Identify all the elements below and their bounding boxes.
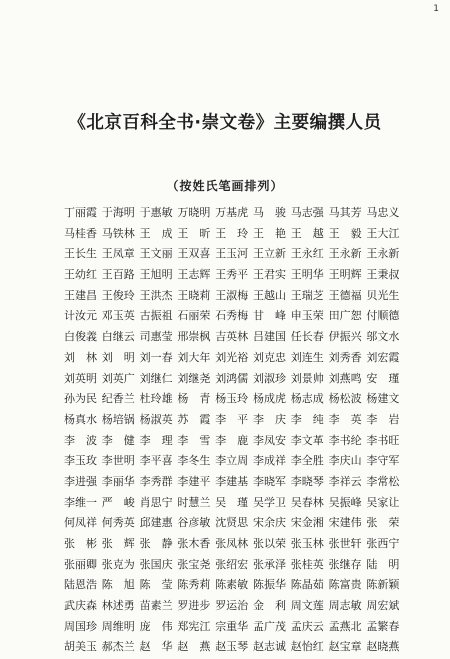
name-entry: 于海明 [101, 206, 135, 219]
name-entry: 张承泽 [252, 557, 286, 571]
name-entry: 刘英明 [64, 371, 97, 385]
name-entry: 吕建国 [252, 330, 286, 344]
name-entry: 白继云 [101, 330, 135, 344]
name-entry: 王秀平 [215, 268, 249, 282]
name-entry: 杨真水 [64, 412, 97, 426]
name-entry: 司惠莹 [139, 330, 173, 344]
page-number: 1 [433, 4, 440, 14]
name-entry: 陈素敏 [215, 578, 249, 592]
name-entry: 张 荣 [366, 516, 400, 530]
name-entry: 王长生 [64, 247, 97, 261]
name-entry: 李 雪 [177, 433, 211, 447]
name-entry: 罗运治 [215, 599, 249, 613]
name-entry: 陈晶茹 [290, 578, 324, 592]
name-entry: 陈富贵 [328, 578, 362, 592]
name-entry: 胡美玉 [64, 640, 97, 654]
name-entry: 李书旺 [366, 433, 400, 447]
name-entry: 张世轩 [328, 537, 362, 550]
name-entry: 刘宏霞 [366, 350, 400, 364]
name-entry: 张国庆 [139, 557, 173, 571]
name-entry: 陈振华 [252, 578, 286, 592]
name-entry: 古振祖 [139, 309, 173, 323]
name-entry: 李 健 [101, 433, 135, 447]
name-entry: 李 庆 [252, 412, 286, 426]
name-entry: 王德福 [328, 288, 362, 302]
name-entry: 孟繁春 [366, 619, 400, 633]
name-entry: 严 峻 [101, 495, 135, 509]
name-entry: 李全胜 [290, 454, 324, 468]
name-entry: 王明华 [290, 268, 324, 282]
name-entry: 王永红 [290, 247, 324, 261]
name-entry: 沈贤思 [215, 516, 249, 530]
name-entry: 马志强 [290, 206, 324, 219]
name-entry: 李丽华 [101, 474, 135, 488]
name-entry: 刘继尧 [177, 371, 211, 385]
name-entry: 陈秀莉 [177, 578, 211, 592]
name-entry: 申玉荣 [290, 309, 324, 323]
name-entry: 吴 瑾 [215, 495, 249, 509]
name-entry: 马忠义 [366, 206, 400, 219]
name-entry: 陈 莹 [139, 578, 173, 592]
name-entry: 孟广茂 [252, 619, 286, 633]
name-entry: 周文莲 [290, 599, 324, 613]
name-entry: 周维明 [101, 619, 135, 633]
name-entry: 孟庆云 [290, 619, 324, 633]
name-entry: 李晓军 [252, 474, 286, 488]
name-entry: 张玉林 [290, 537, 324, 550]
name-entry: 宋余庆 [252, 516, 286, 530]
name-entry: 刘继仁 [139, 371, 173, 385]
name-entry: 赵宝章 [328, 640, 362, 654]
name-entry: 马铁林 [101, 226, 135, 240]
name-entry: 吴振峰 [328, 495, 362, 509]
name-entry: 孙为民 [64, 392, 97, 406]
name-entry: 李 鹿 [215, 433, 249, 447]
name-entry: 王文丽 [139, 247, 173, 261]
name-entry: 贝光生 [366, 288, 400, 302]
name-entry: 陈 旭 [101, 578, 135, 592]
name-entry: 王幼红 [64, 268, 97, 282]
name-entry: 李 平 [215, 412, 249, 426]
name-entry: 王君实 [252, 268, 286, 282]
name-entry: 刘淑珍 [252, 371, 286, 385]
name-entry: 王永新 [366, 247, 400, 261]
name-entry: 邬文水 [366, 330, 400, 344]
name-entry: 任长春 [290, 330, 324, 344]
name-entry: 李 英 [328, 412, 362, 426]
name-entry: 李守军 [366, 454, 400, 468]
name-entry: 陆恩浩 [64, 578, 97, 592]
name-entry: 丁丽霞 [64, 206, 97, 219]
name-entry: 王俊玲 [101, 288, 135, 302]
name-entry: 王 毅 [328, 226, 362, 240]
name-entry: 杨 青 [177, 392, 211, 406]
name-entry: 石丽荣 [177, 309, 211, 323]
name-entry: 吴学卫 [252, 495, 286, 509]
name-entry: 张丽卿 [64, 557, 97, 571]
name-entry: 时慧兰 [177, 495, 211, 509]
name-entry: 邢崇枫 [177, 330, 211, 344]
name-entry: 李进强 [64, 474, 97, 488]
name-entry: 刘鸿儒 [215, 371, 249, 385]
name-entry: 苗素兰 [139, 599, 173, 613]
name-entry: 杨志成 [290, 392, 324, 406]
name-entry: 王凤章 [101, 247, 135, 261]
name-entry: 谷彦敏 [177, 516, 211, 530]
name-entry: 安 瑾 [366, 371, 400, 385]
name-entry: 王志辉 [177, 268, 211, 282]
name-entry: 李祥云 [328, 474, 362, 488]
name-entry: 王瑞芝 [290, 288, 324, 302]
name-entry: 王 玲 [215, 226, 249, 240]
name-entry: 邓玉英 [101, 309, 135, 323]
name-entry: 赵怡红 [290, 640, 324, 654]
name-entry: 陆 明 [366, 557, 400, 571]
name-entry: 张绍宏 [215, 557, 249, 571]
name-entry: 王百路 [101, 268, 135, 282]
name-entry: 于惠敏 [139, 206, 173, 219]
name-entry: 甘 峰 [252, 309, 286, 323]
name-entry: 杨成虎 [252, 392, 286, 406]
name-entry: 王 昕 [177, 226, 211, 240]
name-entry: 周宏斌 [366, 599, 400, 613]
name-entry: 张宝尧 [177, 557, 211, 571]
name-entry: 杨玉玲 [215, 392, 249, 406]
name-entry: 武庆森 [64, 599, 97, 613]
name-entry: 吴家让 [366, 495, 400, 509]
name-entry: 王 艳 [252, 226, 286, 240]
name-entry: 白俊義 [64, 330, 97, 344]
name-entry: 张凤林 [215, 537, 249, 550]
name-entry: 刘大年 [177, 350, 211, 364]
name-entry: 赵志诚 [252, 640, 286, 654]
name-entry: 万基虎 [215, 206, 249, 219]
sort-note: （按姓氏笔画排列） [166, 179, 284, 193]
name-entry: 刘光裕 [215, 350, 249, 364]
name-entry: 张克为 [101, 557, 135, 571]
name-entry: 邱建惠 [139, 516, 173, 530]
name-entry: 李建基 [215, 474, 249, 488]
names-list [64, 203, 404, 658]
name-entry: 马桂香 [64, 226, 97, 240]
name-entry: 何凤祥 [64, 516, 97, 530]
name-entry: 赵玉琴 [215, 640, 249, 654]
name-entry: 李 理 [139, 433, 173, 447]
name-entry: 纪香兰 [101, 392, 135, 406]
name-entry: 计汝元 [64, 309, 97, 323]
name-entry: 伊振兴 [328, 330, 362, 344]
name-entry: 王秉叔 [366, 268, 400, 282]
name-entry: 马 骏 [252, 206, 286, 219]
name-entry: 李晓琴 [290, 474, 324, 488]
name-entry: 周志敏 [328, 599, 362, 613]
name-entry: 王 成 [139, 226, 173, 240]
name-entry: 孟燕北 [328, 619, 362, 633]
name-entry: 刘英广 [101, 371, 135, 385]
name-entry: 付顺德 [366, 309, 400, 323]
name-entry: 李 纯 [290, 412, 324, 426]
name-entry: 宋建伟 [328, 516, 362, 530]
name-entry: 赵 华 [139, 640, 173, 654]
name-entry: 林述勇 [101, 599, 135, 613]
name-entry: 李秀群 [139, 474, 173, 488]
name-entry: 王永新 [328, 247, 362, 261]
name-entry: 李凤安 [252, 433, 286, 447]
name-entry: 刘连生 [290, 350, 324, 364]
name-entry: 张西宁 [366, 537, 400, 550]
name-entry: 张继存 [328, 557, 362, 571]
name-entry: 庞 伟 [139, 619, 173, 633]
name-entry: 宋金湘 [290, 516, 324, 530]
name-entry: 肖思宁 [139, 495, 173, 509]
name-entry: 李维一 [64, 495, 97, 509]
name-entry: 张以荣 [252, 537, 286, 550]
name-entry: 万晓明 [177, 206, 211, 219]
name-entry: 李书纶 [328, 433, 362, 447]
name-entry: 杨培锅 [101, 412, 135, 426]
name-entry: 何秀英 [101, 516, 135, 530]
name-entry: 张 静 [139, 537, 173, 550]
name-entry: 李 波 [64, 433, 97, 447]
name-entry: 李玉玫 [64, 454, 97, 468]
name-entry: 王旭明 [139, 268, 173, 282]
name-entry: 刘一春 [139, 350, 173, 364]
name-entry: 刘 明 [101, 350, 135, 364]
name-entry: 金 利 [252, 599, 286, 613]
name-entry: 郑宪江 [177, 619, 211, 633]
name-entry: 王双喜 [177, 247, 211, 261]
name-entry: 杨淑英 [139, 412, 173, 426]
name-entry: 刘景帅 [290, 371, 324, 385]
name-entry: 李平喜 [139, 454, 173, 468]
name-entry: 王洪杰 [139, 288, 173, 302]
name-entry: 杜玲雄 [139, 392, 173, 406]
name-entry: 刘 林 [64, 350, 97, 364]
name-entry: 罗进步 [177, 599, 211, 613]
name-entry: 郝杰兰 [101, 640, 135, 654]
name-entry: 李冬生 [177, 454, 211, 468]
name-entry: 刘秀香 [328, 350, 362, 364]
name-entry: 吉英林 [215, 330, 249, 344]
name-entry: 李世明 [101, 454, 135, 468]
name-entry: 王淑梅 [215, 288, 249, 302]
name-entry: 苏 霞 [177, 412, 211, 426]
name-entry: 刘燕鸣 [328, 371, 362, 385]
name-entry: 刘克忠 [252, 350, 286, 364]
name-entry: 陈新颖 [366, 578, 400, 592]
name-entry: 王 越 [290, 226, 324, 240]
name-entry: 赵 燕 [177, 640, 211, 654]
name-entry: 李成祥 [252, 454, 286, 468]
name-entry: 王建昌 [64, 288, 97, 302]
name-entry: 张木香 [177, 537, 211, 550]
name-entry: 赵晓燕 [366, 640, 400, 654]
name-entry: 张 彬 [64, 537, 97, 550]
name-entry: 王晓莉 [177, 288, 211, 302]
name-entry: 张 辉 [101, 537, 135, 550]
name-entry: 李常松 [366, 474, 400, 488]
name-entry: 杨建文 [366, 392, 400, 406]
name-entry: 王玉河 [215, 247, 249, 261]
name-entry: 张桂英 [290, 557, 324, 571]
name-entry: 石秀梅 [215, 309, 249, 323]
name-entry: 李 岩 [366, 412, 400, 426]
document-title: 《北京百科全书·崇文卷》主要编撰人员 [68, 113, 382, 133]
name-entry: 吴春林 [290, 495, 324, 509]
name-entry: 王立新 [252, 247, 286, 261]
name-entry: 杨松波 [328, 392, 362, 406]
name-entry: 王越山 [252, 288, 286, 302]
name-entry: 李立周 [215, 454, 249, 468]
name-entry: 王明辉 [328, 268, 362, 282]
name-entry: 田广恕 [328, 309, 362, 323]
name-entry: 周国珍 [64, 619, 97, 633]
name-entry: 宗重华 [215, 619, 249, 633]
name-entry: 李庆山 [328, 454, 362, 468]
name-entry: 马其芳 [328, 206, 362, 219]
name-entry: 王大江 [366, 226, 400, 240]
name-entry: 李建平 [177, 474, 211, 488]
name-entry: 李文革 [290, 433, 324, 447]
